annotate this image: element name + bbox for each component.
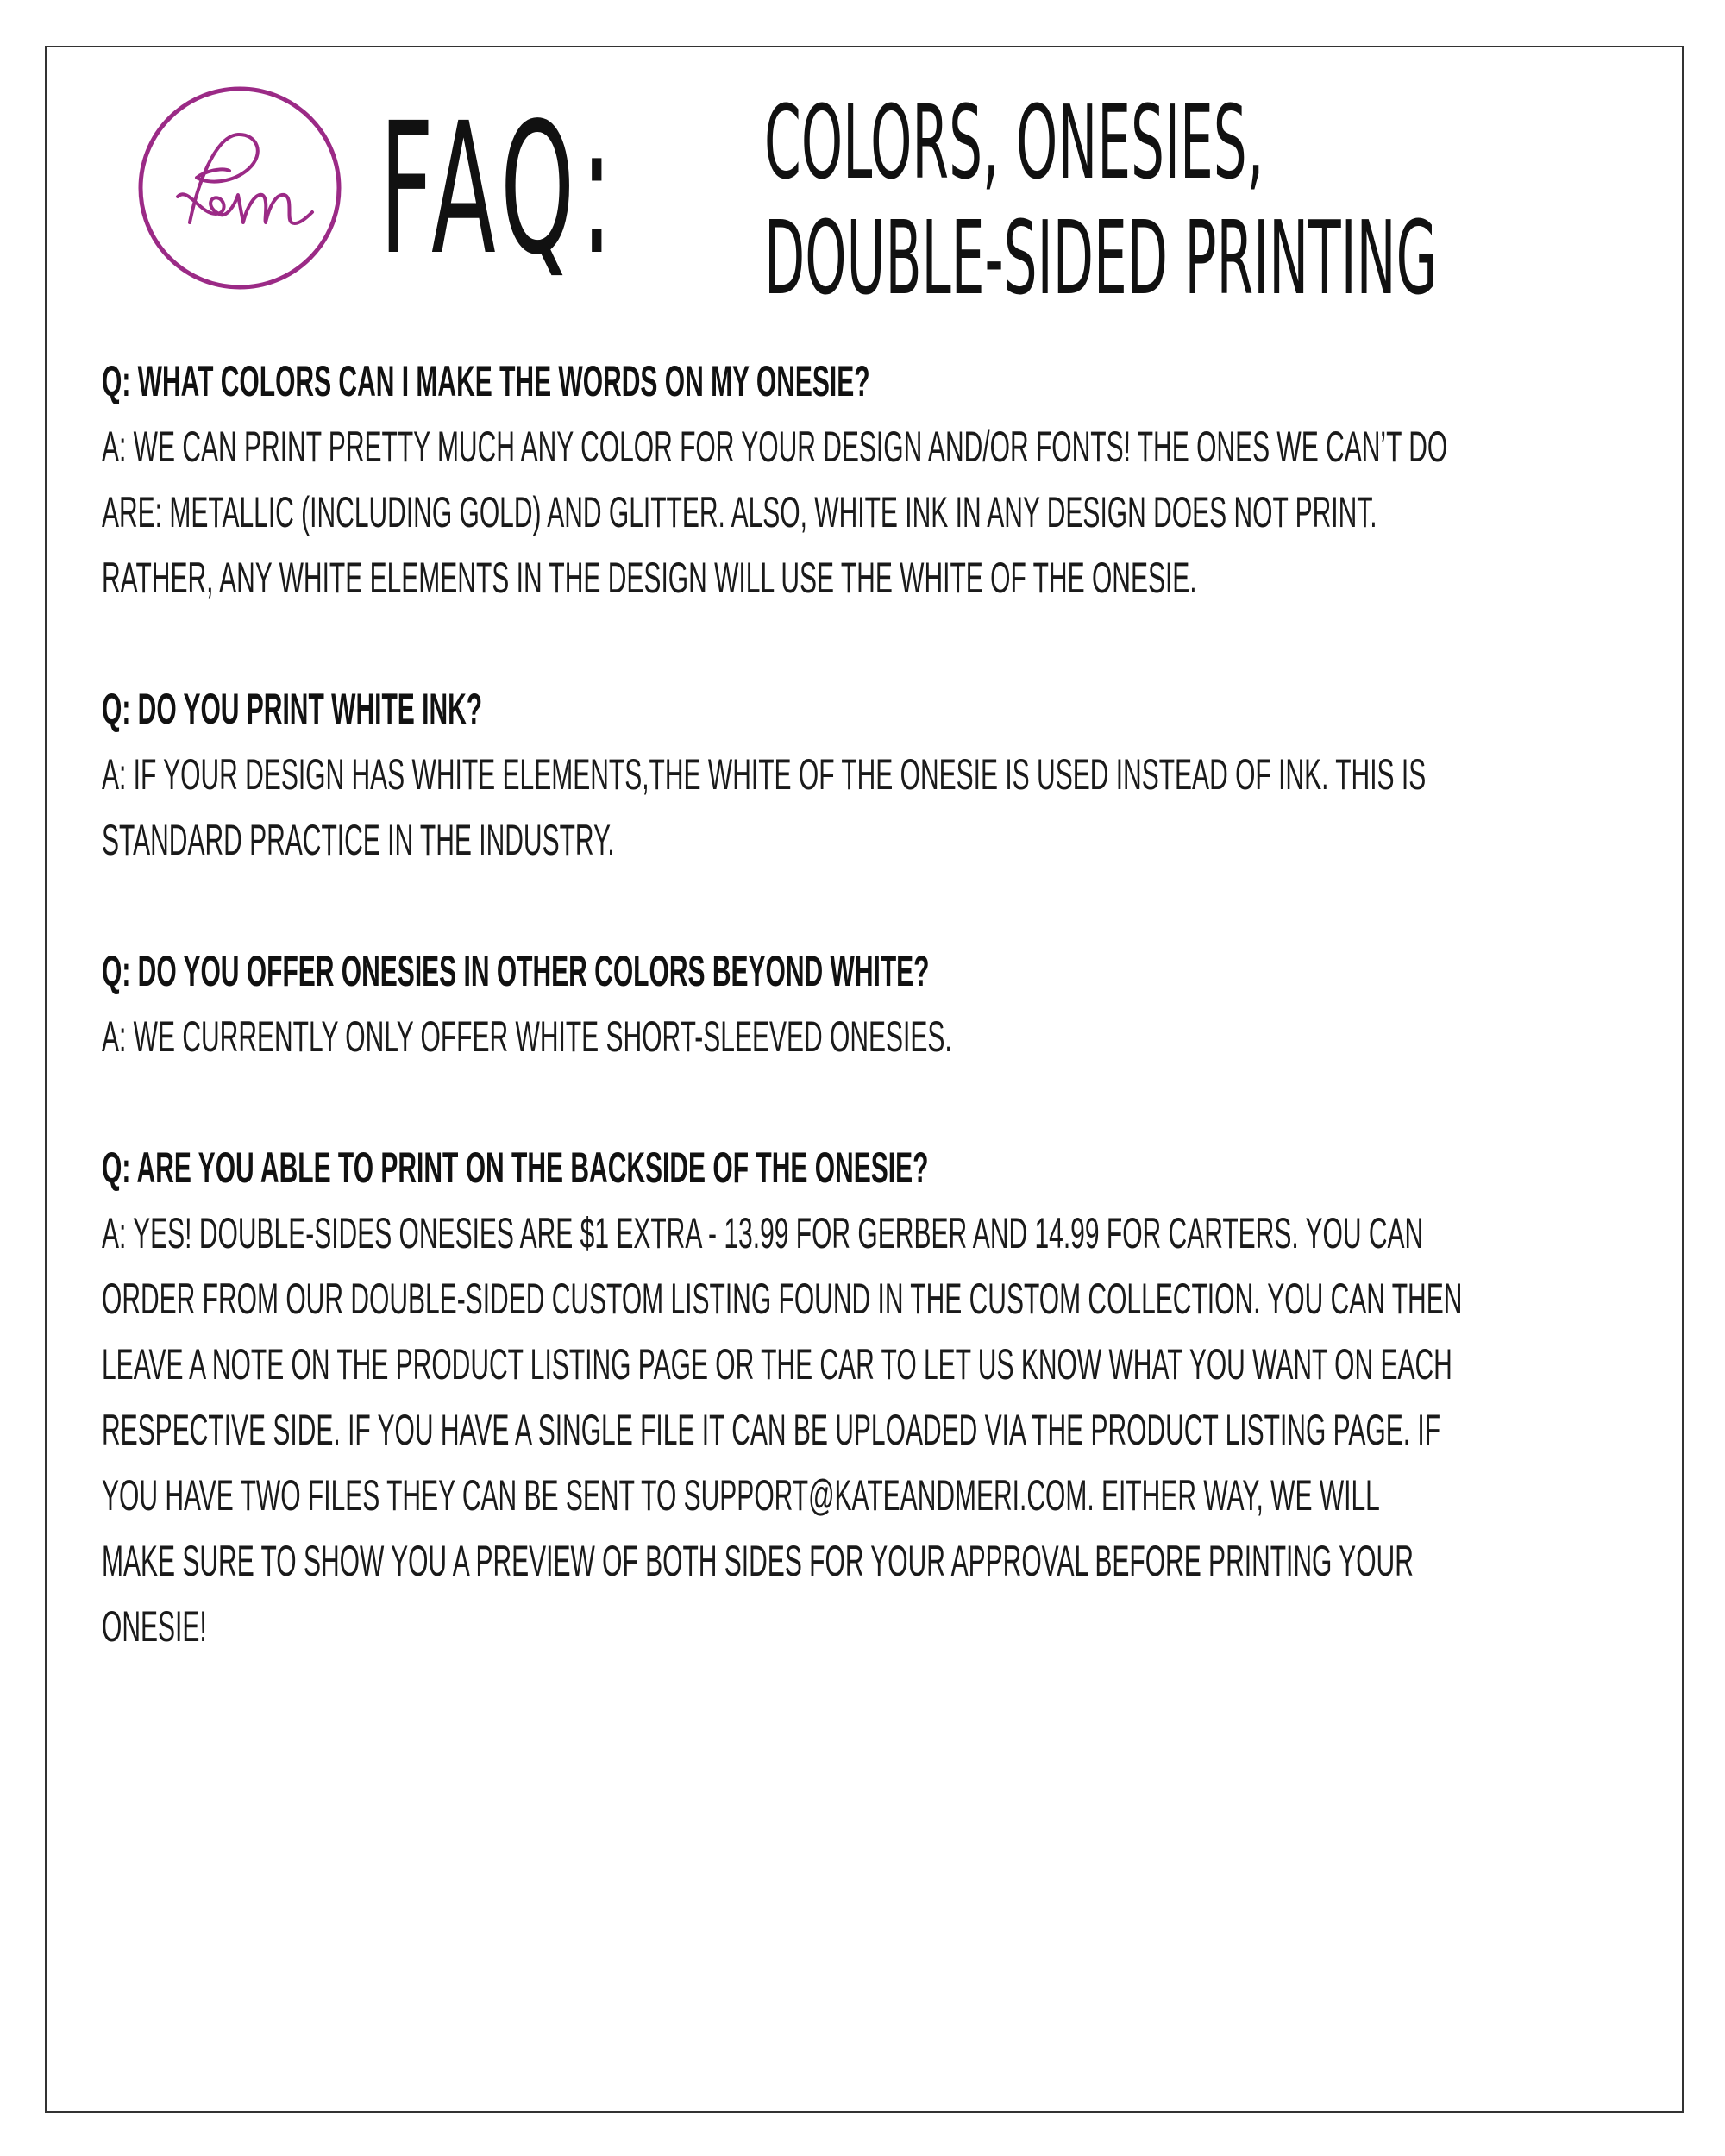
- faq-answer: [102, 742, 1628, 873]
- faq-question: Q: DO YOU PRINT WHITE INK?: [102, 685, 483, 733]
- answer-line: MAKE SURE TO SHOW YOU A PREVIEW OF BOTH SIDES FOR YOUR APPROVAL BEFORE PRINTING YOUR: [102, 1537, 1414, 1585]
- answer-line: A: WE CURRENTLY ONLY OFFER WHITE SHORT-SLEEVED ONESIES.: [102, 1012, 952, 1061]
- faq-list: [102, 348, 1620, 1659]
- subtitle-line-1: COLORS, ONESIES,: [764, 83, 1264, 202]
- brand-logo: [136, 85, 343, 291]
- faq-heading: FAQ:: [380, 84, 619, 295]
- section-spacer: [102, 1069, 1620, 1135]
- faq-question: Q: DO YOU OFFER ONESIES IN OTHER COLORS BEYOND WHITE?: [102, 947, 930, 995]
- section-spacer: [102, 873, 1620, 938]
- page-subtitle: [764, 85, 1437, 316]
- subtitle-line-2: DOUBLE-SIDED PRINTING: [764, 198, 1438, 317]
- answer-line: LEAVE A NOTE ON THE PRODUCT LISTING PAGE OR THE CAR TO LET US KNOW WHAT YOU WANT ON EACH: [102, 1340, 1452, 1388]
- faq-answer: [102, 1200, 1628, 1659]
- faq-item: [102, 1135, 1620, 1659]
- faq-item: [102, 938, 1620, 1069]
- answer-line: RESPECTIVE SIDE. IF YOU HAVE A SINGLE FILE IT CAN BE UPLOADED VIA THE PRODUCT LISTING PAGE. IF: [102, 1406, 1441, 1454]
- faq-question: Q: ARE YOU ABLE TO PRINT ON THE BACKSIDE OF THE ONESIE?: [102, 1144, 929, 1192]
- faq-item: [102, 348, 1620, 611]
- answer-line: ONESIE!: [102, 1602, 207, 1651]
- answer-line: STANDARD PRACTICE IN THE INDUSTRY.: [102, 816, 615, 864]
- answer-line: RATHER, ANY WHITE ELEMENTS IN THE DESIGN WILL USE THE WHITE OF THE ONESIE.: [102, 554, 1197, 602]
- faq-question: Q: WHAT COLORS CAN I MAKE THE WORDS ON MY ONESIE?: [102, 357, 870, 405]
- section-spacer: [102, 611, 1620, 676]
- answer-line: A: WE CAN PRINT PRETTY MUCH ANY COLOR FOR YOUR DESIGN AND/OR FONTS! THE ONES WE CAN’T DO: [102, 423, 1448, 471]
- faq-answer: [102, 1004, 1628, 1069]
- answer-line: ORDER FROM OUR DOUBLE-SIDED CUSTOM LISTING FOUND IN THE CUSTOM COLLECTION. YOU CAN THEN: [102, 1275, 1463, 1323]
- faq-answer: [102, 414, 1628, 611]
- answer-line: ARE: METALLIC (INCLUDING GOLD) AND GLITTER. ALSO, WHITE INK IN ANY DESIGN DOES NOT PRINT.: [102, 488, 1377, 536]
- answer-line: A: IF YOUR DESIGN HAS WHITE ELEMENTS,THE WHITE OF THE ONESIE IS USED INSTEAD OF INK. THIS IS: [102, 750, 1427, 799]
- answer-line: YOU HAVE TWO FILES THEY CAN BE SENT TO SUPPORT@KATEANDMERI.COM. EITHER WAY, WE WILL: [102, 1471, 1380, 1520]
- faq-item: [102, 676, 1620, 873]
- answer-line: A: YES! DOUBLE-SIDES ONESIES ARE $1 EXTRA - 13.99 FOR GERBER AND 14.99 FOR CARTERS. YOU CAN: [102, 1209, 1424, 1257]
